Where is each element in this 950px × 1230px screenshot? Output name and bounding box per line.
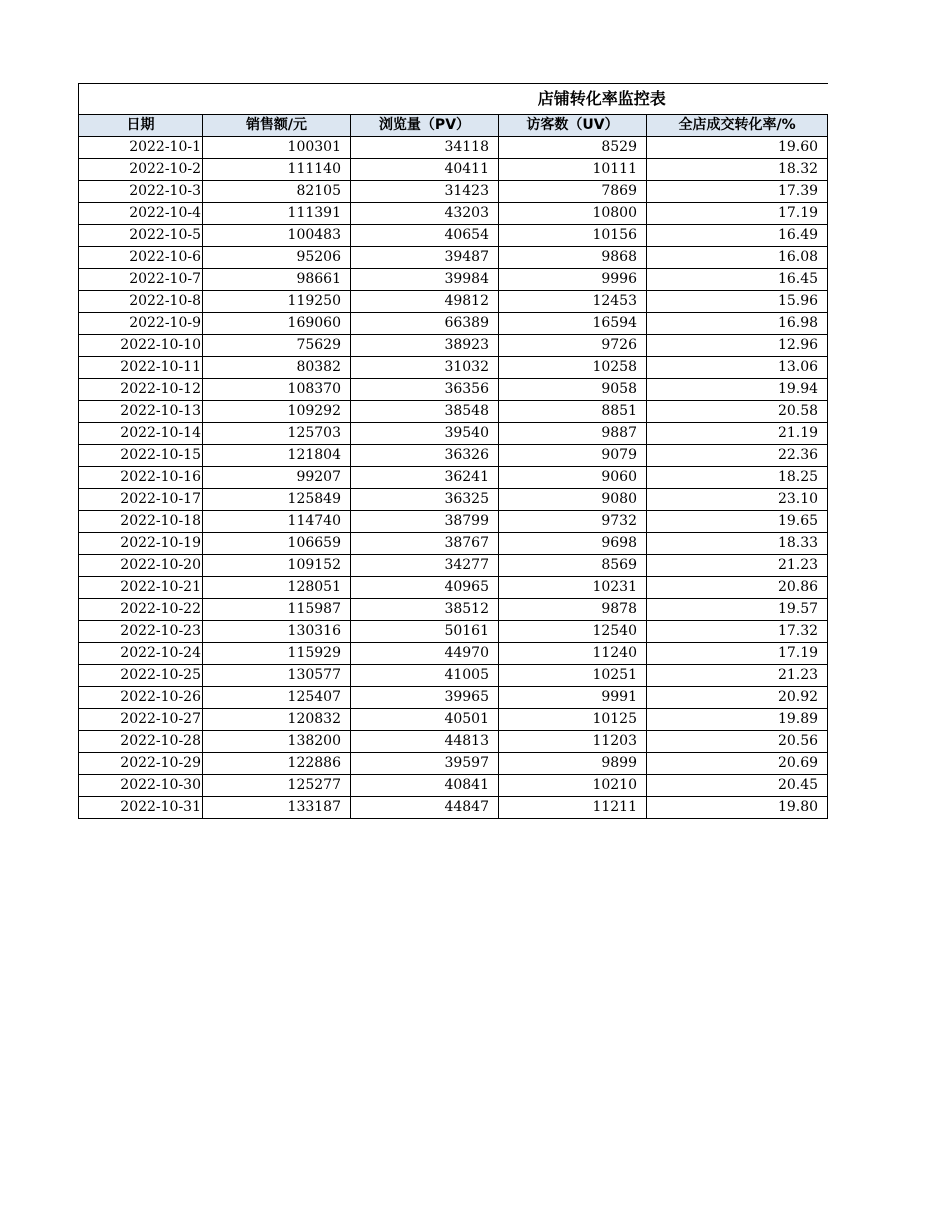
cell-date: 2022-10-13 — [79, 401, 203, 423]
cell-sales: 98661 — [203, 269, 351, 291]
table-row — [79, 467, 828, 489]
cell-pageviews: 34277 — [351, 555, 499, 577]
cell-conversion-rate: 20.45 — [647, 775, 828, 797]
cell-pageviews: 39487 — [351, 247, 499, 269]
cell-visitors: 9698 — [499, 533, 647, 555]
cell-conversion-rate: 16.45 — [647, 269, 828, 291]
cell-conversion-rate: 20.56 — [647, 731, 828, 753]
cell-conversion-rate: 17.39 — [647, 181, 828, 203]
cell-visitors: 10210 — [499, 775, 647, 797]
cell-date: 2022-10-2 — [79, 159, 203, 181]
cell-sales: 115929 — [203, 643, 351, 665]
table-row — [79, 445, 828, 467]
cell-conversion-rate: 16.08 — [647, 247, 828, 269]
table-row — [79, 159, 828, 181]
header-sales: 销售额/元 — [203, 115, 351, 137]
table-row — [79, 731, 828, 753]
cell-visitors: 9726 — [499, 335, 647, 357]
table-row — [79, 335, 828, 357]
cell-conversion-rate: 20.92 — [647, 687, 828, 709]
cell-date: 2022-10-19 — [79, 533, 203, 555]
cell-sales: 138200 — [203, 731, 351, 753]
cell-date: 2022-10-25 — [79, 665, 203, 687]
cell-conversion-rate: 21.23 — [647, 555, 828, 577]
cell-conversion-rate: 20.58 — [647, 401, 828, 423]
cell-visitors: 9732 — [499, 511, 647, 533]
cell-date: 2022-10-14 — [79, 423, 203, 445]
cell-date: 2022-10-8 — [79, 291, 203, 313]
cell-sales: 109292 — [203, 401, 351, 423]
cell-conversion-rate: 21.23 — [647, 665, 828, 687]
cell-pageviews: 44847 — [351, 797, 499, 819]
cell-visitors: 9878 — [499, 599, 647, 621]
conversion-monitor-table — [78, 83, 828, 819]
cell-date: 2022-10-26 — [79, 687, 203, 709]
cell-date: 2022-10-28 — [79, 731, 203, 753]
cell-visitors: 11203 — [499, 731, 647, 753]
cell-pageviews: 66389 — [351, 313, 499, 335]
cell-sales: 108370 — [203, 379, 351, 401]
header-pageviews: 浏览量（PV） — [351, 115, 499, 137]
cell-sales: 120832 — [203, 709, 351, 731]
cell-visitors: 11240 — [499, 643, 647, 665]
cell-sales: 111140 — [203, 159, 351, 181]
cell-visitors: 9060 — [499, 467, 647, 489]
cell-date: 2022-10-21 — [79, 577, 203, 599]
cell-visitors: 9899 — [499, 753, 647, 775]
cell-pageviews: 36356 — [351, 379, 499, 401]
table-row — [79, 489, 828, 511]
cell-conversion-rate: 17.32 — [647, 621, 828, 643]
title-row — [79, 84, 828, 115]
table-row — [79, 775, 828, 797]
cell-visitors: 12453 — [499, 291, 647, 313]
table-title: 店铺转化率监控表 — [537, 89, 666, 108]
cell-conversion-rate: 20.86 — [647, 577, 828, 599]
cell-visitors: 10111 — [499, 159, 647, 181]
cell-pageviews: 38923 — [351, 335, 499, 357]
cell-conversion-rate: 23.10 — [647, 489, 828, 511]
table-row — [79, 621, 828, 643]
table-row — [79, 665, 828, 687]
cell-visitors: 8851 — [499, 401, 647, 423]
cell-visitors: 10258 — [499, 357, 647, 379]
header-visitors: 访客数（UV） — [499, 115, 647, 137]
cell-date: 2022-10-27 — [79, 709, 203, 731]
cell-sales: 125849 — [203, 489, 351, 511]
cell-pageviews: 40965 — [351, 577, 499, 599]
cell-sales: 121804 — [203, 445, 351, 467]
table-row — [79, 709, 828, 731]
table-row — [79, 137, 828, 159]
cell-date: 2022-10-23 — [79, 621, 203, 643]
cell-sales: 133187 — [203, 797, 351, 819]
cell-pageviews: 39965 — [351, 687, 499, 709]
cell-date: 2022-10-9 — [79, 313, 203, 335]
cell-visitors: 10251 — [499, 665, 647, 687]
cell-sales: 125703 — [203, 423, 351, 445]
cell-sales: 114740 — [203, 511, 351, 533]
cell-visitors: 9887 — [499, 423, 647, 445]
cell-sales: 100483 — [203, 225, 351, 247]
cell-date: 2022-10-31 — [79, 797, 203, 819]
cell-conversion-rate: 16.98 — [647, 313, 828, 335]
cell-pageviews: 38799 — [351, 511, 499, 533]
cell-date: 2022-10-15 — [79, 445, 203, 467]
cell-conversion-rate: 19.89 — [647, 709, 828, 731]
cell-conversion-rate: 21.19 — [647, 423, 828, 445]
cell-sales: 130577 — [203, 665, 351, 687]
cell-sales: 128051 — [203, 577, 351, 599]
cell-date: 2022-10-11 — [79, 357, 203, 379]
cell-conversion-rate: 19.94 — [647, 379, 828, 401]
cell-visitors: 16594 — [499, 313, 647, 335]
cell-pageviews: 38512 — [351, 599, 499, 621]
cell-date: 2022-10-20 — [79, 555, 203, 577]
cell-visitors: 12540 — [499, 621, 647, 643]
cell-visitors: 8529 — [499, 137, 647, 159]
cell-sales: 106659 — [203, 533, 351, 555]
cell-sales: 115987 — [203, 599, 351, 621]
table-row — [79, 247, 828, 269]
cell-visitors: 8569 — [499, 555, 647, 577]
cell-sales: 100301 — [203, 137, 351, 159]
cell-pageviews: 36325 — [351, 489, 499, 511]
table-row — [79, 511, 828, 533]
cell-sales: 122886 — [203, 753, 351, 775]
table-row — [79, 225, 828, 247]
cell-conversion-rate: 17.19 — [647, 643, 828, 665]
cell-conversion-rate: 15.96 — [647, 291, 828, 313]
cell-sales: 111391 — [203, 203, 351, 225]
table-row — [79, 423, 828, 445]
cell-sales: 119250 — [203, 291, 351, 313]
table-row — [79, 379, 828, 401]
cell-pageviews: 41005 — [351, 665, 499, 687]
header-conversion-rate: 全店成交转化率/% — [647, 115, 828, 137]
cell-date: 2022-10-6 — [79, 247, 203, 269]
cell-pageviews: 49812 — [351, 291, 499, 313]
cell-conversion-rate: 18.32 — [647, 159, 828, 181]
cell-visitors: 9868 — [499, 247, 647, 269]
cell-date: 2022-10-7 — [79, 269, 203, 291]
cell-visitors: 9058 — [499, 379, 647, 401]
cell-pageviews: 40654 — [351, 225, 499, 247]
table-row — [79, 181, 828, 203]
cell-conversion-rate: 19.57 — [647, 599, 828, 621]
cell-visitors: 9991 — [499, 687, 647, 709]
table-row — [79, 643, 828, 665]
cell-date: 2022-10-12 — [79, 379, 203, 401]
cell-pageviews: 31423 — [351, 181, 499, 203]
cell-sales: 109152 — [203, 555, 351, 577]
cell-pageviews: 34118 — [351, 137, 499, 159]
table-title-cell — [79, 84, 828, 115]
cell-visitors: 10231 — [499, 577, 647, 599]
cell-date: 2022-10-4 — [79, 203, 203, 225]
table-row — [79, 291, 828, 313]
table-row — [79, 599, 828, 621]
cell-date: 2022-10-29 — [79, 753, 203, 775]
table-row — [79, 269, 828, 291]
cell-conversion-rate: 17.19 — [647, 203, 828, 225]
cell-conversion-rate: 18.33 — [647, 533, 828, 555]
cell-pageviews: 43203 — [351, 203, 499, 225]
cell-visitors: 10125 — [499, 709, 647, 731]
cell-pageviews: 31032 — [351, 357, 499, 379]
cell-date: 2022-10-16 — [79, 467, 203, 489]
cell-sales: 169060 — [203, 313, 351, 335]
table-row — [79, 357, 828, 379]
cell-sales: 75629 — [203, 335, 351, 357]
cell-date: 2022-10-10 — [79, 335, 203, 357]
cell-sales: 125277 — [203, 775, 351, 797]
cell-pageviews: 39597 — [351, 753, 499, 775]
table-row — [79, 401, 828, 423]
cell-pageviews: 38767 — [351, 533, 499, 555]
cell-pageviews: 39984 — [351, 269, 499, 291]
header-date: 日期 — [79, 115, 203, 137]
cell-pageviews: 44813 — [351, 731, 499, 753]
cell-sales: 130316 — [203, 621, 351, 643]
cell-visitors: 11211 — [499, 797, 647, 819]
cell-pageviews: 39540 — [351, 423, 499, 445]
cell-pageviews: 40841 — [351, 775, 499, 797]
cell-conversion-rate: 16.49 — [647, 225, 828, 247]
cell-sales: 125407 — [203, 687, 351, 709]
table-row — [79, 753, 828, 775]
cell-pageviews: 36326 — [351, 445, 499, 467]
cell-conversion-rate: 20.69 — [647, 753, 828, 775]
cell-date: 2022-10-30 — [79, 775, 203, 797]
table-row — [79, 577, 828, 599]
cell-conversion-rate: 12.96 — [647, 335, 828, 357]
cell-sales: 95206 — [203, 247, 351, 269]
table-row — [79, 313, 828, 335]
cell-pageviews: 44970 — [351, 643, 499, 665]
table-row — [79, 533, 828, 555]
cell-date: 2022-10-22 — [79, 599, 203, 621]
cell-date: 2022-10-1 — [79, 137, 203, 159]
cell-sales: 80382 — [203, 357, 351, 379]
cell-pageviews: 40501 — [351, 709, 499, 731]
cell-date: 2022-10-24 — [79, 643, 203, 665]
cell-visitors: 10800 — [499, 203, 647, 225]
table-row — [79, 797, 828, 819]
cell-date: 2022-10-3 — [79, 181, 203, 203]
table-row — [79, 687, 828, 709]
cell-visitors: 9079 — [499, 445, 647, 467]
cell-visitors: 9080 — [499, 489, 647, 511]
cell-conversion-rate: 18.25 — [647, 467, 828, 489]
cell-visitors: 9996 — [499, 269, 647, 291]
cell-sales: 82105 — [203, 181, 351, 203]
cell-pageviews: 50161 — [351, 621, 499, 643]
cell-pageviews: 36241 — [351, 467, 499, 489]
cell-sales: 99207 — [203, 467, 351, 489]
cell-conversion-rate: 19.80 — [647, 797, 828, 819]
cell-date: 2022-10-18 — [79, 511, 203, 533]
cell-conversion-rate: 19.65 — [647, 511, 828, 533]
cell-conversion-rate: 19.60 — [647, 137, 828, 159]
cell-conversion-rate: 22.36 — [647, 445, 828, 467]
table-row — [79, 203, 828, 225]
cell-pageviews: 40411 — [351, 159, 499, 181]
cell-pageviews: 38548 — [351, 401, 499, 423]
table-body — [79, 84, 828, 819]
cell-date: 2022-10-5 — [79, 225, 203, 247]
cell-conversion-rate: 13.06 — [647, 357, 828, 379]
cell-visitors: 7869 — [499, 181, 647, 203]
cell-date: 2022-10-17 — [79, 489, 203, 511]
table-row — [79, 555, 828, 577]
cell-visitors: 10156 — [499, 225, 647, 247]
header-row — [79, 115, 828, 137]
